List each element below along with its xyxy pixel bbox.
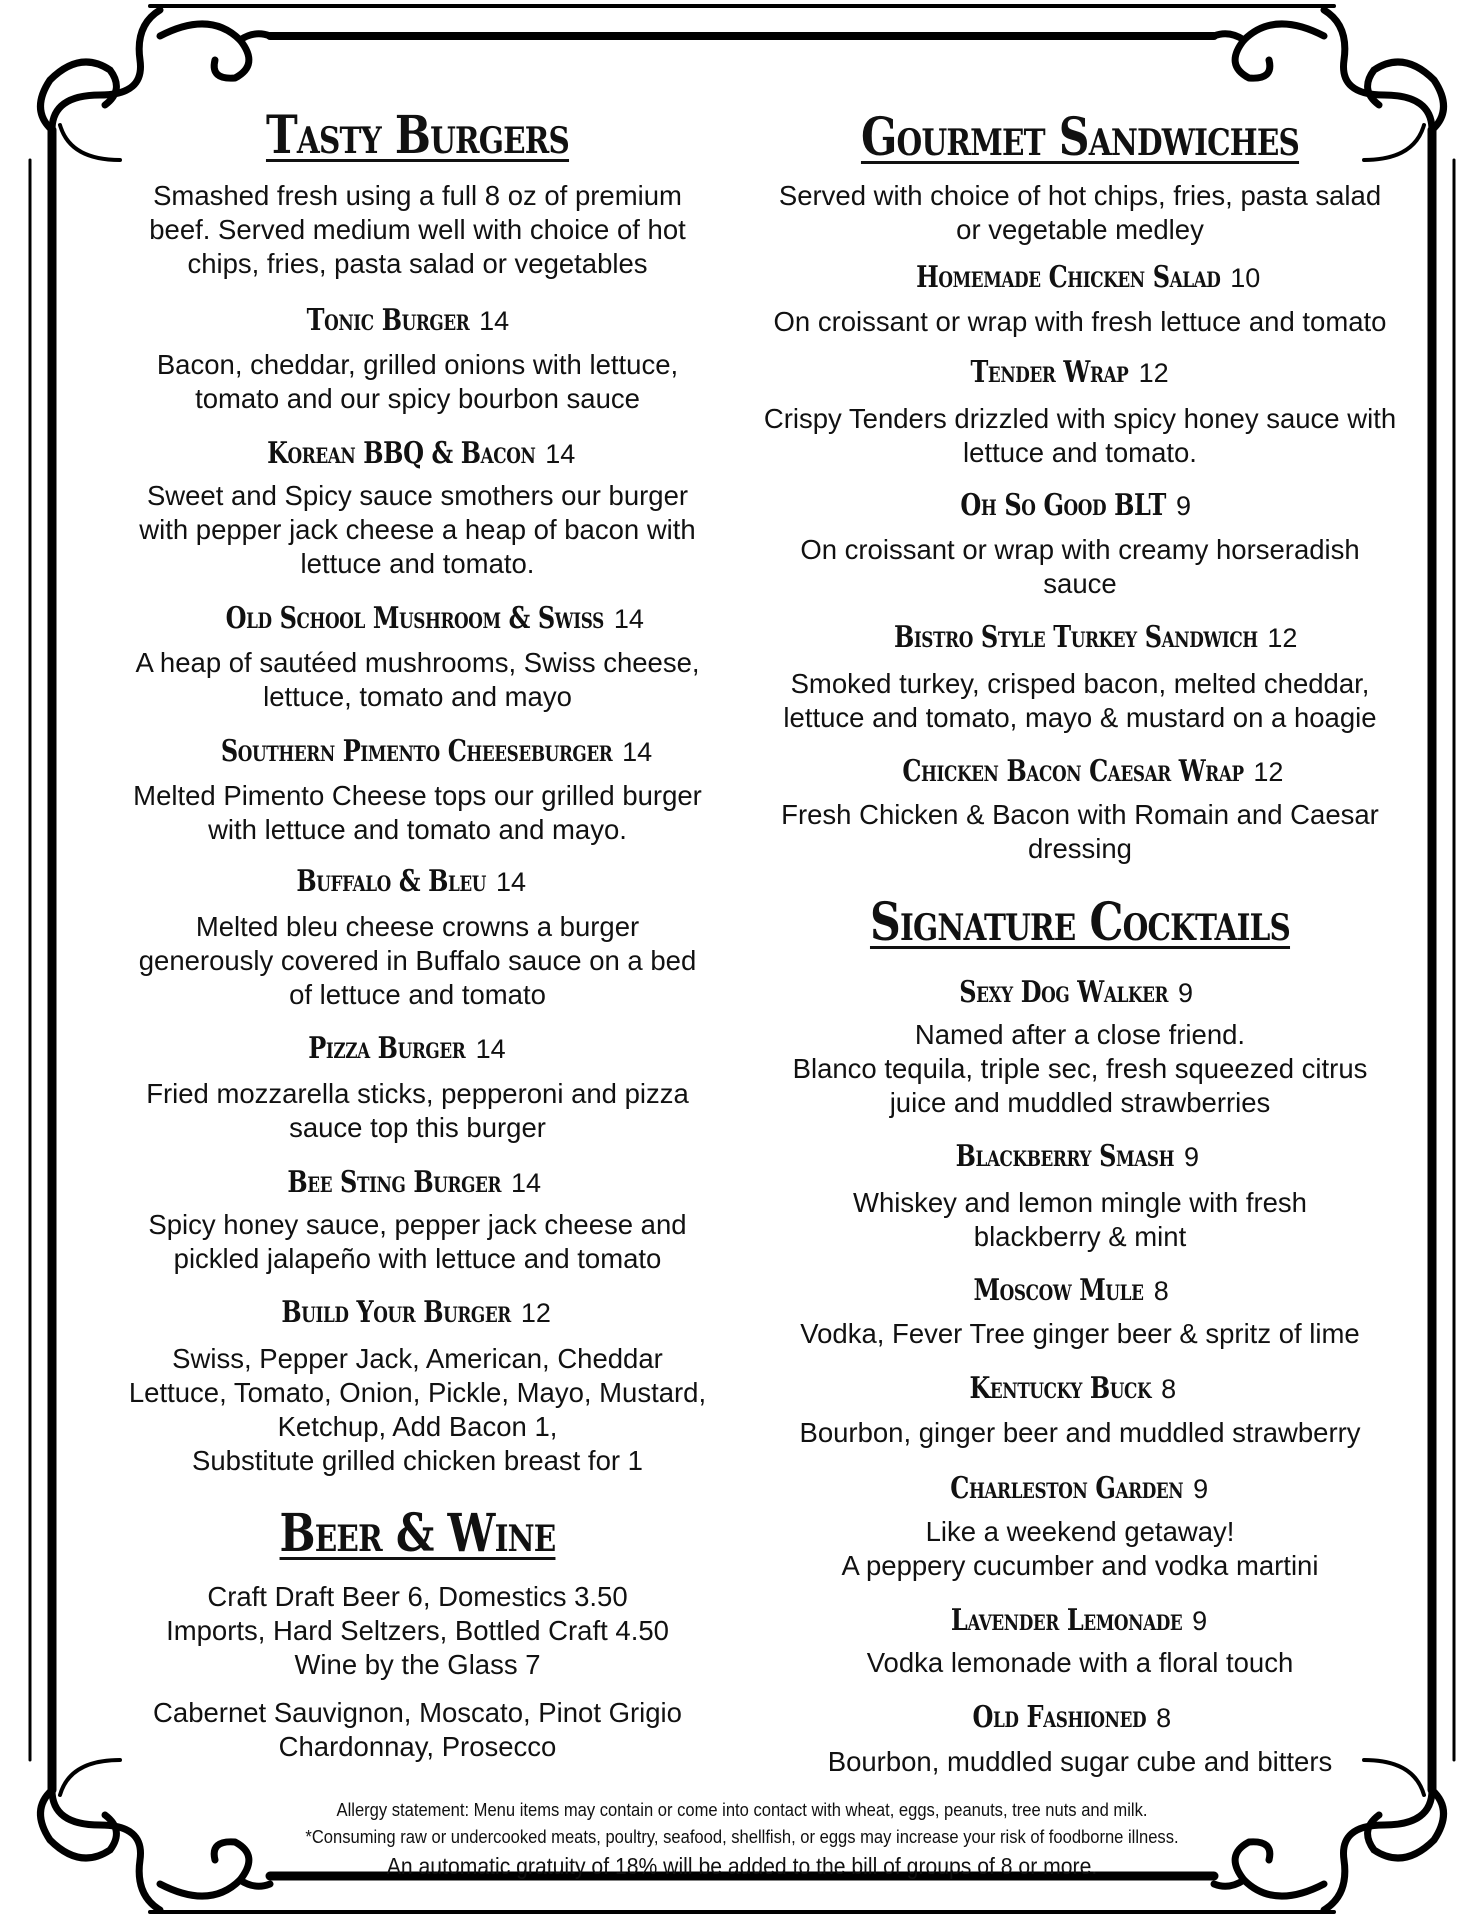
- menu-item-description: Bourbon, ginger beer and muddled strawberry: [799, 1417, 1361, 1448]
- menu-item-heading: Chicken Bacon Caesar Wrap 12: [901, 754, 1284, 789]
- menu-item-heading: Old School Mushroom & Swiss 14: [225, 601, 644, 636]
- menu-item-description: Fresh Chicken & Bacon with Romain and Caesar dressing: [781, 799, 1379, 864]
- sandwiches-intro: Served with choice of hot chips, fries, pasta salad or vegetable medley: [778, 180, 1382, 245]
- menu-item-description: Named after a close friend. Blanco tequila, triple sec, fresh squeezed citrus juice and muddled strawberries: [792, 1019, 1368, 1118]
- menu-item-description: Swiss, Pepper Jack, American, Cheddar Lettuce, Tomato, Onion, Pickle, Mayo, Mustard, Ketchup, Add Bacon 1, Substitute grilled chicken breast for 1: [128, 1343, 707, 1476]
- section-title-beer-wine: Beer & Wine: [279, 1503, 556, 1564]
- menu-item-description: On croissant or wrap with fresh lettuce and tomato: [773, 306, 1387, 337]
- menu-item-description: Melted Pimento Cheese tops our grilled burger with lettuce and tomato and mayo.: [133, 780, 702, 845]
- menu-item-description: Melted bleu cheese crowns a burger generously covered in Buffalo sauce on a bed of lettuce and tomato: [138, 911, 697, 1010]
- menu-item-heading: Charleston Garden 9: [950, 1471, 1209, 1506]
- menu-item-heading: Old Fashioned 8: [972, 1700, 1172, 1735]
- menu-item-heading: Kentucky Buck 8: [969, 1371, 1177, 1406]
- menu-item-heading: Build Your Burger 12: [281, 1295, 551, 1330]
- menu-item-description: On croissant or wrap with creamy horseradish sauce: [800, 534, 1360, 599]
- menu-item-heading: Oh So Good BLT 9: [960, 488, 1192, 523]
- menu-item-description: A heap of sautéed mushrooms, Swiss cheese, lettuce, tomato and mayo: [135, 647, 700, 712]
- menu-item-heading: Tender Wrap 12: [970, 355, 1169, 390]
- menu-item-heading: Tonic Burger 14: [306, 303, 510, 338]
- allergy-statement: Allergy statement: Menu items may contain or come into contact with wheat, eggs, peanuts, tree nuts and milk.: [336, 1800, 1148, 1820]
- menu-item-description: Bourbon, muddled sugar cube and bitters: [827, 1746, 1333, 1777]
- menu-item-heading: Bistro Style Turkey Sandwich 12: [893, 620, 1298, 655]
- menu-item-description: Crispy Tenders drizzled with spicy honey sauce with lettuce and tomato.: [763, 403, 1397, 468]
- menu-item-description: Fried mozzarella sticks, pepperoni and pizza sauce top this burger: [146, 1078, 689, 1143]
- menu-item-heading: Sexy Dog Walker 9: [959, 975, 1194, 1010]
- consumption-warning: *Consuming raw or undercooked meats, poultry, seafood, shellfish, or eggs may increase your risk of foodborne illness.: [305, 1827, 1179, 1847]
- menu-item-description: Vodka lemonade with a floral touch: [866, 1647, 1294, 1678]
- menu-item-heading: Pizza Burger 14: [308, 1031, 506, 1066]
- menu-item-description: Smoked turkey, crisped bacon, melted cheddar, lettuce and tomato, mayo & mustard on a hoagie: [783, 668, 1377, 733]
- section-title-tasty-burgers: Tasty Burgers: [265, 105, 570, 166]
- menu-item-description: Sweet and Spicy sauce smothers our burger with pepper jack cheese a heap of bacon with lettuce and tomato.: [139, 480, 696, 579]
- menu-item-heading: Moscow Mule 8: [973, 1273, 1169, 1308]
- menu-item-description: Vodka, Fever Tree ginger beer & spritz of lime: [800, 1318, 1360, 1349]
- section-title-gourmet-sandwiches: Gourmet Sandwiches: [860, 107, 1300, 168]
- gratuity-notice: An automatic gratuity of 18% will be added to the bill of groups of 8 or more.: [386, 1853, 1098, 1879]
- menu-item-description: Bacon, cheddar, grilled onions with lettuce, tomato and our spicy bourbon sauce: [156, 349, 679, 414]
- menu-item-heading: Southern Pimento Cheeseburger 14: [220, 734, 653, 769]
- menu-item-description: Whiskey and lemon mingle with fresh blackberry & mint: [853, 1187, 1307, 1252]
- beer-prices: Craft Draft Beer 6, Domestics 3.50 Imports, Hard Seltzers, Bottled Craft 4.50 Wine by the Glass 7: [166, 1581, 669, 1680]
- menu-item-heading: Buffalo & Bleu 14: [296, 864, 527, 899]
- section-title-signature-cocktails: Signature Cocktails: [869, 892, 1291, 953]
- burgers-intro: Smashed fresh using a full 8 oz of premium beef. Served medium well with choice of hot chips, fries, pasta salad or vegetables: [149, 180, 686, 279]
- menu-item-heading: Blackberry Smash 9: [955, 1139, 1200, 1174]
- wine-list: Cabernet Sauvignon, Moscato, Pinot Grigio Chardonnay, Prosecco: [153, 1697, 682, 1762]
- menu-item-heading: Bee Sting Burger 14: [287, 1165, 542, 1200]
- menu-item-heading: Korean BBQ & Bacon 14: [266, 436, 576, 471]
- menu-item-heading: Homemade Chicken Salad 10: [915, 260, 1261, 295]
- menu-item-heading: Lavender Lemonade 9: [950, 1603, 1208, 1638]
- menu-item-description: Spicy honey sauce, pepper jack cheese and pickled jalapeño with lettuce and tomato: [148, 1209, 687, 1274]
- menu-item-description: Like a weekend getaway! A peppery cucumber and vodka martini: [841, 1516, 1319, 1581]
